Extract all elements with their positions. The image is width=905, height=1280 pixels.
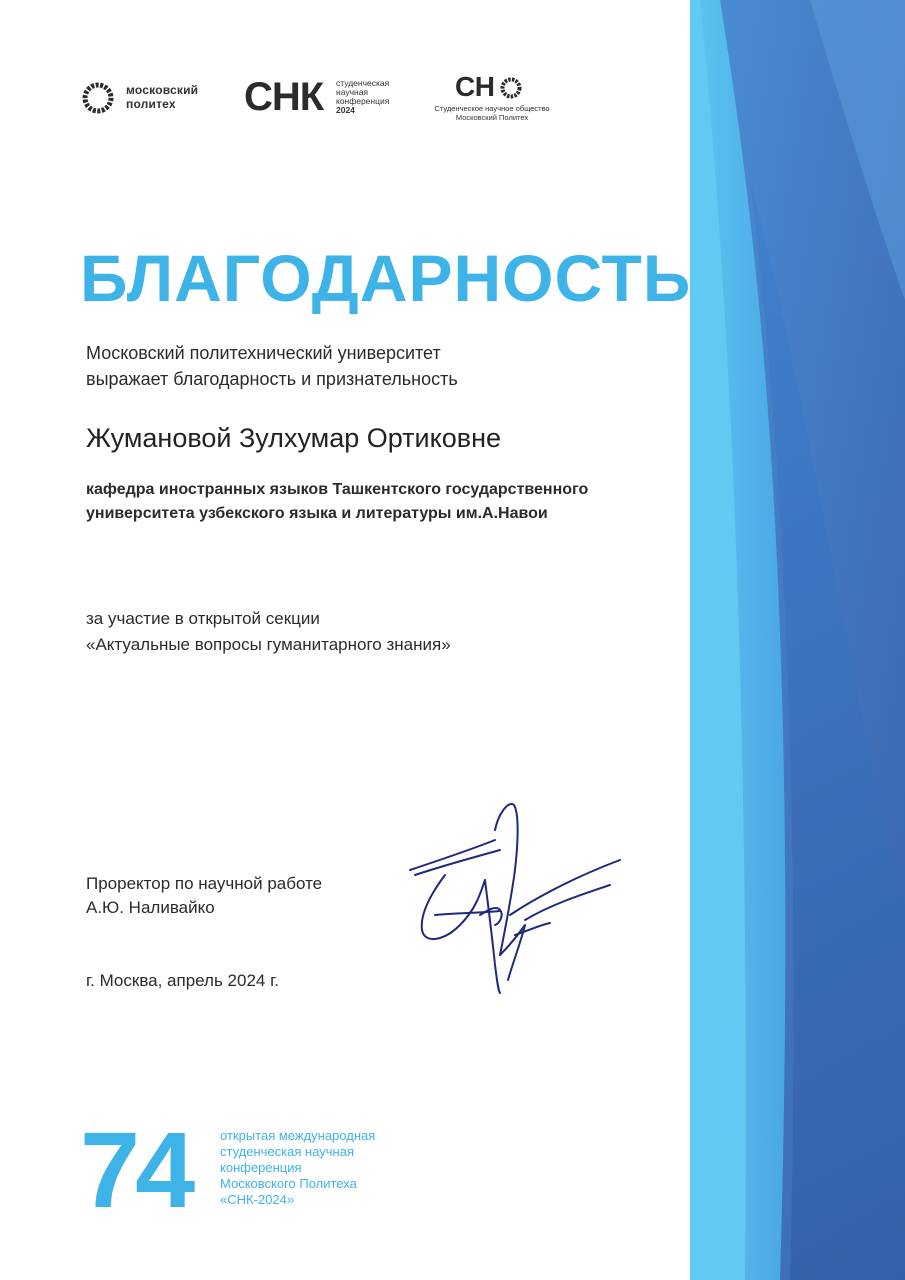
snk-caption-line2: научная (336, 87, 369, 97)
sno-caption-line1: Студенческое научное общество (434, 104, 550, 113)
conference-line4: Московского Политеха (220, 1176, 357, 1191)
reason-line2: «Актуальные вопросы гуманитарного знания» (86, 635, 451, 654)
snk-big-letters: СНК (244, 75, 324, 119)
sno-ring-icon (499, 76, 523, 100)
conference-line1: открытая международная (220, 1128, 376, 1143)
recipient-department (86, 478, 588, 526)
place-and-date: г. Москва, апрель 2024 г. (86, 971, 279, 990)
conference-number: 74 (80, 1109, 191, 1230)
signer-block (86, 872, 322, 920)
mospolytech-line1: московский (126, 83, 199, 97)
mospolytech-wordmark (126, 83, 198, 111)
decorative-blue-panel (690, 0, 905, 1280)
conference-line2: студенческая научная (220, 1144, 355, 1159)
department-line1: кафедра иностранных языков Ташкентского государственного (86, 481, 589, 498)
conference-description (220, 1128, 375, 1208)
intro-text (86, 340, 458, 392)
intro-line2: выражает благодарность и признательность (86, 369, 458, 389)
snk-caption-year: 2024 (336, 105, 355, 115)
sno-caption (427, 104, 557, 122)
signer-position: Проректор по научной работе (86, 874, 323, 893)
snk-logo (244, 75, 404, 119)
mospolytech-line2: политех (126, 97, 176, 111)
sno-big-letters: СН (455, 71, 495, 102)
snk-caption-line3: конференция (336, 96, 390, 106)
sno-logo (427, 72, 557, 127)
snk-caption (336, 79, 389, 115)
intro-line1: Московский политехнический университет (86, 343, 441, 363)
department-line2: университета узбекского языка и литературы им.А.Навои (86, 505, 548, 522)
conference-line3: конференция (220, 1160, 302, 1175)
mospolytech-ring-icon (82, 82, 114, 114)
conference-line5: «СНК-2024» (220, 1192, 295, 1207)
reason-line1: за участие в открытой секции (86, 609, 320, 628)
award-reason (86, 606, 451, 658)
recipient-name: Жумановой Зулхумар Ортиковне (86, 423, 502, 453)
handwritten-signature (400, 795, 630, 1000)
signer-name: А.Ю. Наливайко (86, 898, 215, 917)
sno-caption-line2: Московский Политех (455, 113, 529, 122)
blue-waves-graphic (690, 0, 905, 1280)
mospolytech-logo (82, 80, 222, 114)
document-title: БЛАГОДАРНОСТЬ (80, 241, 692, 315)
snk-caption-line1: студенческая (336, 78, 390, 88)
